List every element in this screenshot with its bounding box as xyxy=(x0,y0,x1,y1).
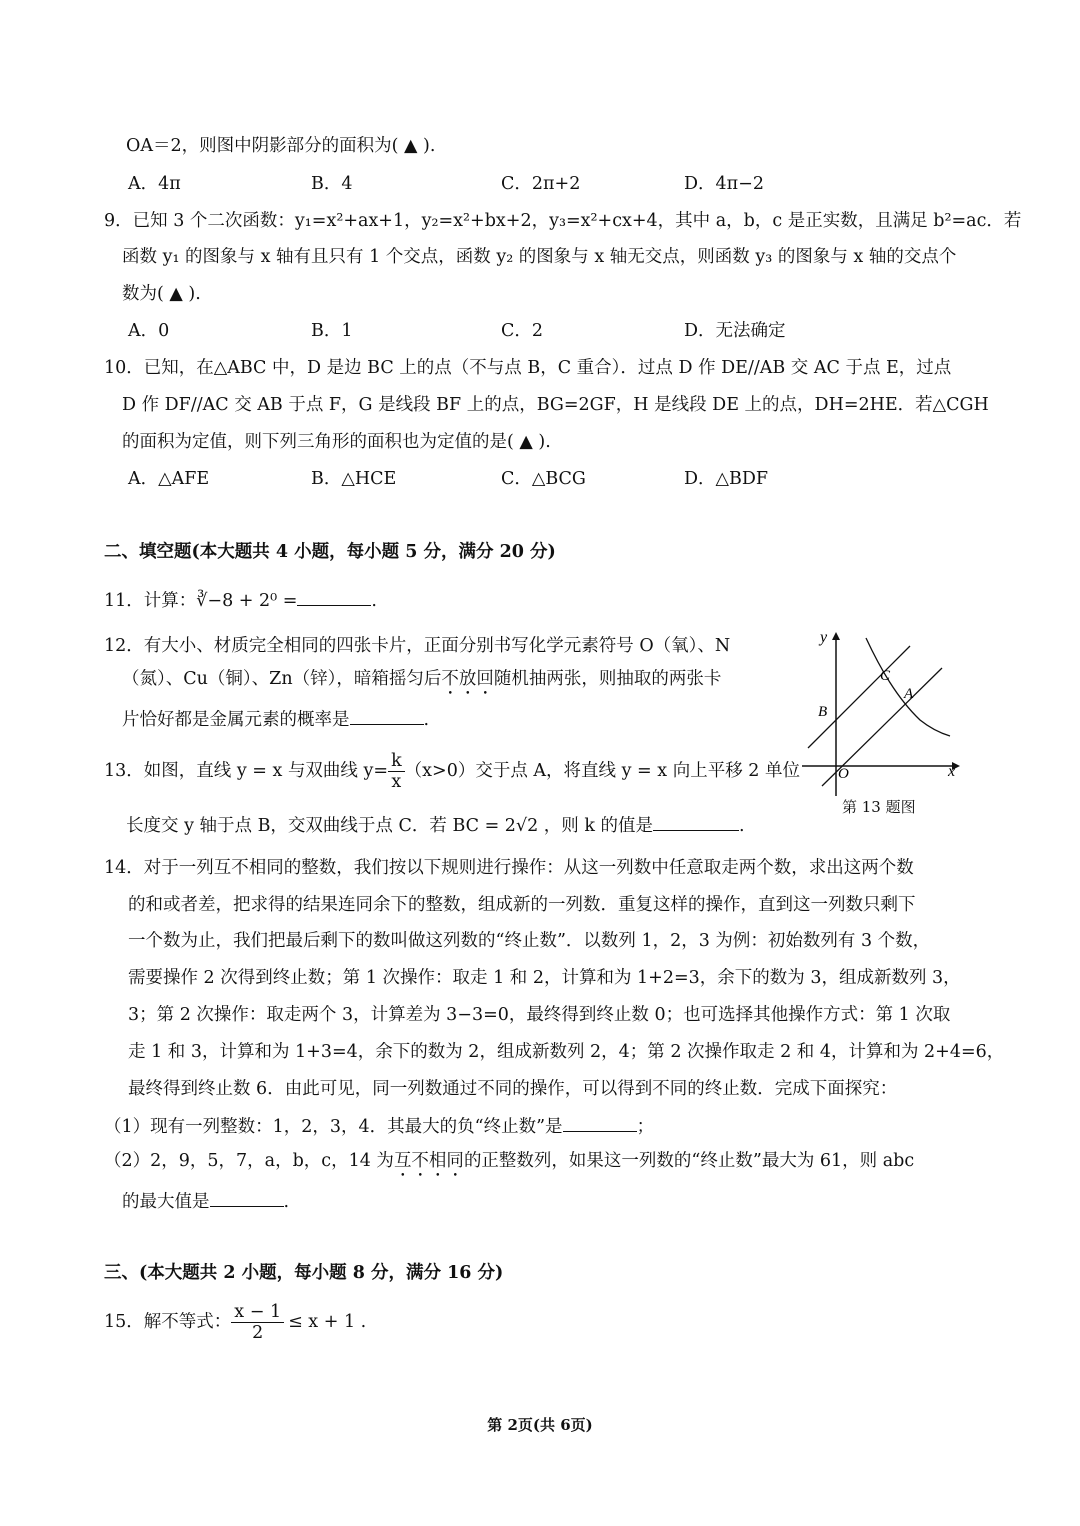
q14-sub2 xyxy=(104,1148,914,1181)
q13-fraction-denominator: x xyxy=(391,772,402,792)
q10-line1: 10．已知，在△ABC 中，D 是边 BC 上的点（不与点 B，C 重合）．过点 D 作 DE//AB 交 AC 于点 E，过点 xyxy=(104,358,952,378)
q14-sub1 xyxy=(104,1113,654,1140)
q12-line3-end: . xyxy=(423,710,430,730)
q9-line1: 9．已知 3 个二次函数：y₁=x²+ax+1，y₂=x²+bx+2，y₃=x²+cx+4，其中 a，b，c 是正实数，且满足 b²=ac．若 xyxy=(104,211,1022,231)
q8-option-c: C．2π+2 xyxy=(501,174,581,194)
q14-sub2-start: （2）2，9，5，7，a，b，c，14 为 xyxy=(104,1151,394,1171)
q8-option-a: A．4π xyxy=(128,174,181,194)
q11-prefix: 11．计算： xyxy=(104,591,197,611)
q14-sub1-end: ； xyxy=(636,1117,655,1137)
q15-line xyxy=(104,1300,366,1344)
q10-line2: D 作 DF//AC 交 AB 于点 F，G 是线段 BF 上的点，BG=2GF，H 是线段 DE 上的点，DH=2HE．若△CGH xyxy=(122,395,989,415)
label-y: y xyxy=(820,629,828,646)
q13-answer-blank xyxy=(653,812,739,831)
section2-title: 二、填空题(本大题共 4 小题，每小题 5 分，满分 20 分) xyxy=(104,542,556,562)
q11-suffix: . xyxy=(371,591,377,611)
q14-sub2-line2-text: 的最大值是 xyxy=(122,1192,210,1212)
q11-answer-blank xyxy=(297,587,371,606)
q14-sub2-end: 的正整数列，如果这一列数的“终止数”最大为 61，则 abc xyxy=(463,1151,915,1171)
q14-sub1-blank xyxy=(563,1113,637,1132)
q12-line3 xyxy=(122,706,429,733)
q14-line6: 走 1 和 3，计算和为 1+3=4，余下的数为 2，组成新数列 2，4；第 2 次操作取走 2 和 4，计算和为 2+4=6， xyxy=(128,1042,1005,1062)
q10-option-d: D．△BDF xyxy=(684,469,769,489)
q8-option-b: B．4 xyxy=(311,174,353,194)
q12-line1: 12．有大小、材质完全相同的四张卡片，正面分别书写化学元素符号 O（氧）、N xyxy=(104,636,731,656)
q15-fraction-numerator: x − 1 xyxy=(231,1302,284,1323)
q14-sub2-blank xyxy=(210,1188,284,1207)
q8-option-d: D．4π−2 xyxy=(684,174,764,194)
q15-prefix: 15．解不等式： xyxy=(104,1312,232,1332)
q14-line4: 需要操作 2 次得到终止数；第 1 次操作：取走 1 和 2，计算和为 1+2=3，余下的数为 3，组成新数列 3， xyxy=(128,968,961,988)
q10-option-c: C．△BCG xyxy=(501,469,586,489)
page-footer: 第 2页(共 6页) xyxy=(487,1416,593,1434)
q10-option-a: A．△AFE xyxy=(128,469,210,489)
q15-fraction-denominator: 2 xyxy=(252,1323,264,1343)
q12-answer-blank xyxy=(350,706,424,725)
q14-line2: 的和或者差，把求得的结果连同余下的整数，组成新的一列数．重复这样的操作，直到这一列数只剩下 xyxy=(128,895,916,915)
q14-emphasis: 互不相同 xyxy=(393,1151,464,1171)
q12-line2 xyxy=(122,666,721,699)
q9-option-d: D．无法确定 xyxy=(684,321,786,341)
label-x: x xyxy=(948,763,956,780)
q9-option-b: B．1 xyxy=(311,321,353,341)
y-axis-arrow-icon xyxy=(832,632,840,640)
q15-fraction xyxy=(231,1302,284,1343)
q13-line1 xyxy=(104,751,800,792)
q15-suffix: ≤ x + 1 . xyxy=(288,1312,367,1332)
q14-line1: 14．对于一列互不相同的整数，我们按以下规则进行操作：从这一列数中任意取走两个数，求出这两个数 xyxy=(104,858,914,878)
q9-option-c: C．2 xyxy=(501,321,544,341)
q12-emphasis: 不放回 xyxy=(441,669,494,689)
q13-line1-start: 13．如图，直线 y = x 与双曲线 y= xyxy=(104,761,389,781)
figure-13 xyxy=(802,628,974,796)
q14-sub2-line2 xyxy=(122,1188,289,1215)
q8-tail: OA＝2，则图中阴影部分的面积为( ▲ ). xyxy=(126,136,436,156)
q13-fraction xyxy=(388,751,405,792)
q9-line3: 数为( ▲ ). xyxy=(122,284,201,304)
q12-line3-text: 片恰好都是金属元素的概率是 xyxy=(122,710,350,730)
section3-title: 三、(本大题共 2 小题，每小题 8 分，满分 16 分) xyxy=(104,1263,504,1283)
shifted-line xyxy=(808,646,910,748)
q12-line2-end: 随机抽两张，则抽取的两张卡 xyxy=(493,669,722,689)
q11-expression: ∛−8 + 2⁰ = xyxy=(196,591,298,611)
q13-line2-end: . xyxy=(739,816,745,836)
label-a: A xyxy=(904,686,914,702)
q12-line2-start: （氮）、Cu（铜）、Zn（锌），暗箱摇匀后 xyxy=(122,669,442,689)
q11-line xyxy=(104,587,377,614)
figure-13-caption: 第 13 题图 xyxy=(842,798,916,816)
q14-line3: 一个数为止，我们把最后剩下的数叫做这列数的“终止数”．以数列 1，2，3 为例：初始数列有 3 个数， xyxy=(128,931,931,951)
q10-option-b: B．△HCE xyxy=(311,469,397,489)
q13-line2 xyxy=(126,812,745,839)
q14-sub1-text: （1）现有一列整数：1，2，3，4．其最大的负“终止数”是 xyxy=(104,1117,563,1137)
q9-line2: 函数 y₁ 的图象与 x 轴有且只有 1 个交点，函数 y₂ 的图象与 x 轴无交点，则函数 y₃ 的图象与 x 轴的交点个 xyxy=(122,247,957,267)
q13-line1-end: （x>0）交于点 A，将直线 y = x 向上平移 2 单位 xyxy=(404,761,800,781)
q10-line3: 的面积为定值，则下列三角形的面积也为定值的是( ▲ ). xyxy=(122,432,551,452)
label-origin: O xyxy=(838,766,849,782)
q13-line2-text: 长度交 y 轴于点 B，交双曲线于点 C．若 BC = 2√2 ，则 k 的值是 xyxy=(126,816,654,836)
label-c: C xyxy=(880,668,891,684)
label-b: B xyxy=(818,704,828,720)
q14-sub2-line2-end: . xyxy=(283,1192,290,1212)
q14-line5: 3；第 2 次操作：取走两个 3，计算差为 3−3=0，最终得到终止数 0；也可选择其他操作方式：第 1 次取 xyxy=(128,1005,951,1025)
q14-line7: 最终得到终止数 6．由此可见，同一列数通过不同的操作，可以得到不同的终止数．完成下面探究： xyxy=(128,1079,898,1099)
q13-fraction-numerator: k xyxy=(388,751,405,772)
q9-option-a: A．0 xyxy=(128,321,170,341)
